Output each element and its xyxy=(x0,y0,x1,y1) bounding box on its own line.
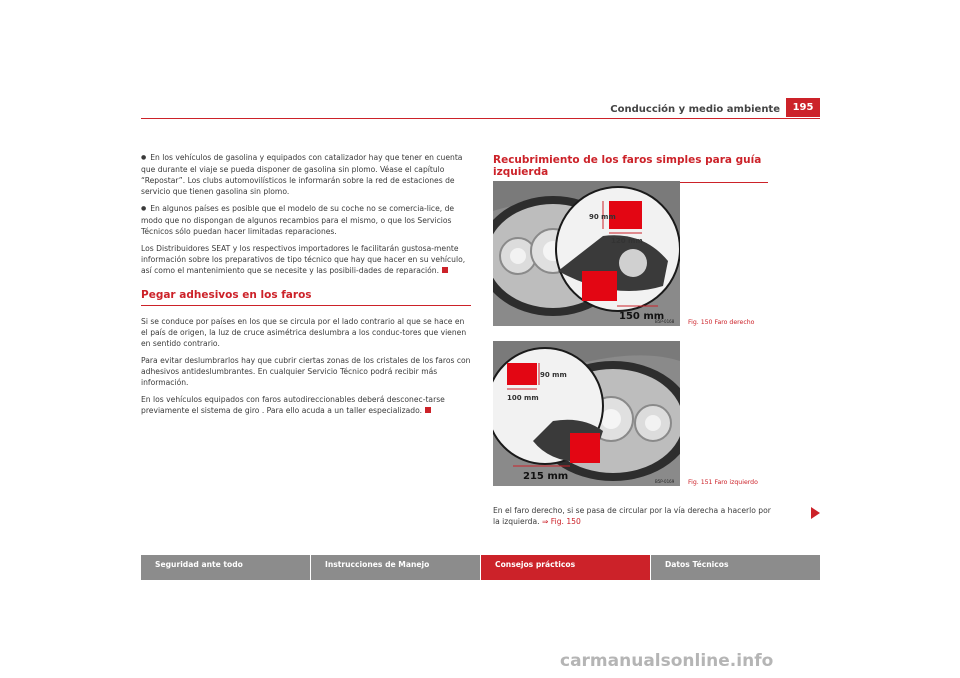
figure-code: B5P-0168 xyxy=(655,319,675,324)
header-title: Conducción y medio ambiente xyxy=(610,104,780,115)
dim-label-150: 150 mm xyxy=(619,311,665,322)
dim-label-90: 90 mm xyxy=(589,213,616,221)
headlight-right-illustration xyxy=(493,181,680,326)
left-column xyxy=(141,152,471,422)
figure-link[interactable]: ⇒ Fig. 150 xyxy=(542,517,581,526)
dim-label-215: 215 mm xyxy=(523,471,569,482)
paragraph-deslumbra: Si se conduce por países en los que se circula por el lado contrario al que se hace en el país de origen, la luz de cruce asimétrica deslumbra a los conduc-tores que vienen en sentido contrario. xyxy=(141,317,467,348)
section-title-recubrimiento: Recubrimiento de los faros simples para guía izquierda xyxy=(493,154,768,183)
dim-label-100: 100 mm xyxy=(507,394,539,402)
tab-instrucciones[interactable]: Instrucciones de Manejo xyxy=(310,555,480,580)
end-mark-icon xyxy=(442,267,448,273)
tab-seguridad[interactable]: Seguridad ante todo xyxy=(141,555,310,580)
figure-code: B5P-0169 xyxy=(655,479,675,484)
tab-consejos[interactable]: Consejos prácticos xyxy=(480,555,650,580)
tab-datos[interactable]: Datos Técnicos xyxy=(650,555,820,580)
section-title-adhesivos: Pegar adhesivos en los faros xyxy=(141,290,471,306)
dim-label-90: 90 mm xyxy=(540,371,567,379)
figure-faro-izquierdo xyxy=(493,341,680,486)
dim-label-120: 120 mm xyxy=(611,237,643,245)
watermark: carmanualsonline.info xyxy=(560,651,774,671)
header-rule xyxy=(141,118,820,119)
end-mark-icon xyxy=(425,407,431,413)
next-page-arrow-icon[interactable] xyxy=(811,507,820,519)
headlight-left-illustration xyxy=(493,341,680,486)
bullet-spare-parts: ● En algunos países es posible que el modelo de su coche no se comercia-lice, de modo que no dispongan de algunos recambios para el mismo, o que los Servicios Técnicos sólo puedan hacer limitadas reparaciones. xyxy=(141,203,471,237)
paragraph-faro-derecho: En el faro derecho, si se pasa de circular por la vía derecha a hacerlo por la izquierda. ⇒ Fig. 150 xyxy=(493,506,771,526)
paragraph-distribuidores: Los Distribuidores SEAT y los respectivos importadores le facilitarán gustosa-mente información sobre los preparativos de tipo técnico que hay que hacer en su vehículo, así como el mantenimiento que se necesite y las posibili-dades de reparación. xyxy=(141,244,466,275)
figure-caption-150: Fig. 150 Faro derecho xyxy=(688,319,755,326)
paragraph-evitar: Para evitar deslumbrarlos hay que cubrir ciertas zonas de los cristales de los faros con adhesivos antideslumbrantes. En cualquier Servicio Técnico podrá recibir más información. xyxy=(141,356,471,387)
paragraph-autodireccionables: En los vehículos equipados con faros autodireccionables deberá desconec-tarse previamente el sistema de giro . Para ello acuda a un taller especializado. xyxy=(141,395,445,415)
bullet-catalyst: ● En los vehículos de gasolina y equipados con catalizador hay que tener en cuenta que durante el viaje se pueda disponer de gasolina sin plomo. Véase el capítulo “Repostar”. Los clubs automovilísticos le informarán sobre la red de estaciones de servicio que tienen gasolina sin plomo. xyxy=(141,152,471,197)
figure-faro-derecho xyxy=(493,181,680,326)
figure-caption-151: Fig. 151 Faro izquierdo xyxy=(688,479,758,486)
chapter-tabs xyxy=(141,555,820,580)
page-number: 195 xyxy=(786,98,820,117)
